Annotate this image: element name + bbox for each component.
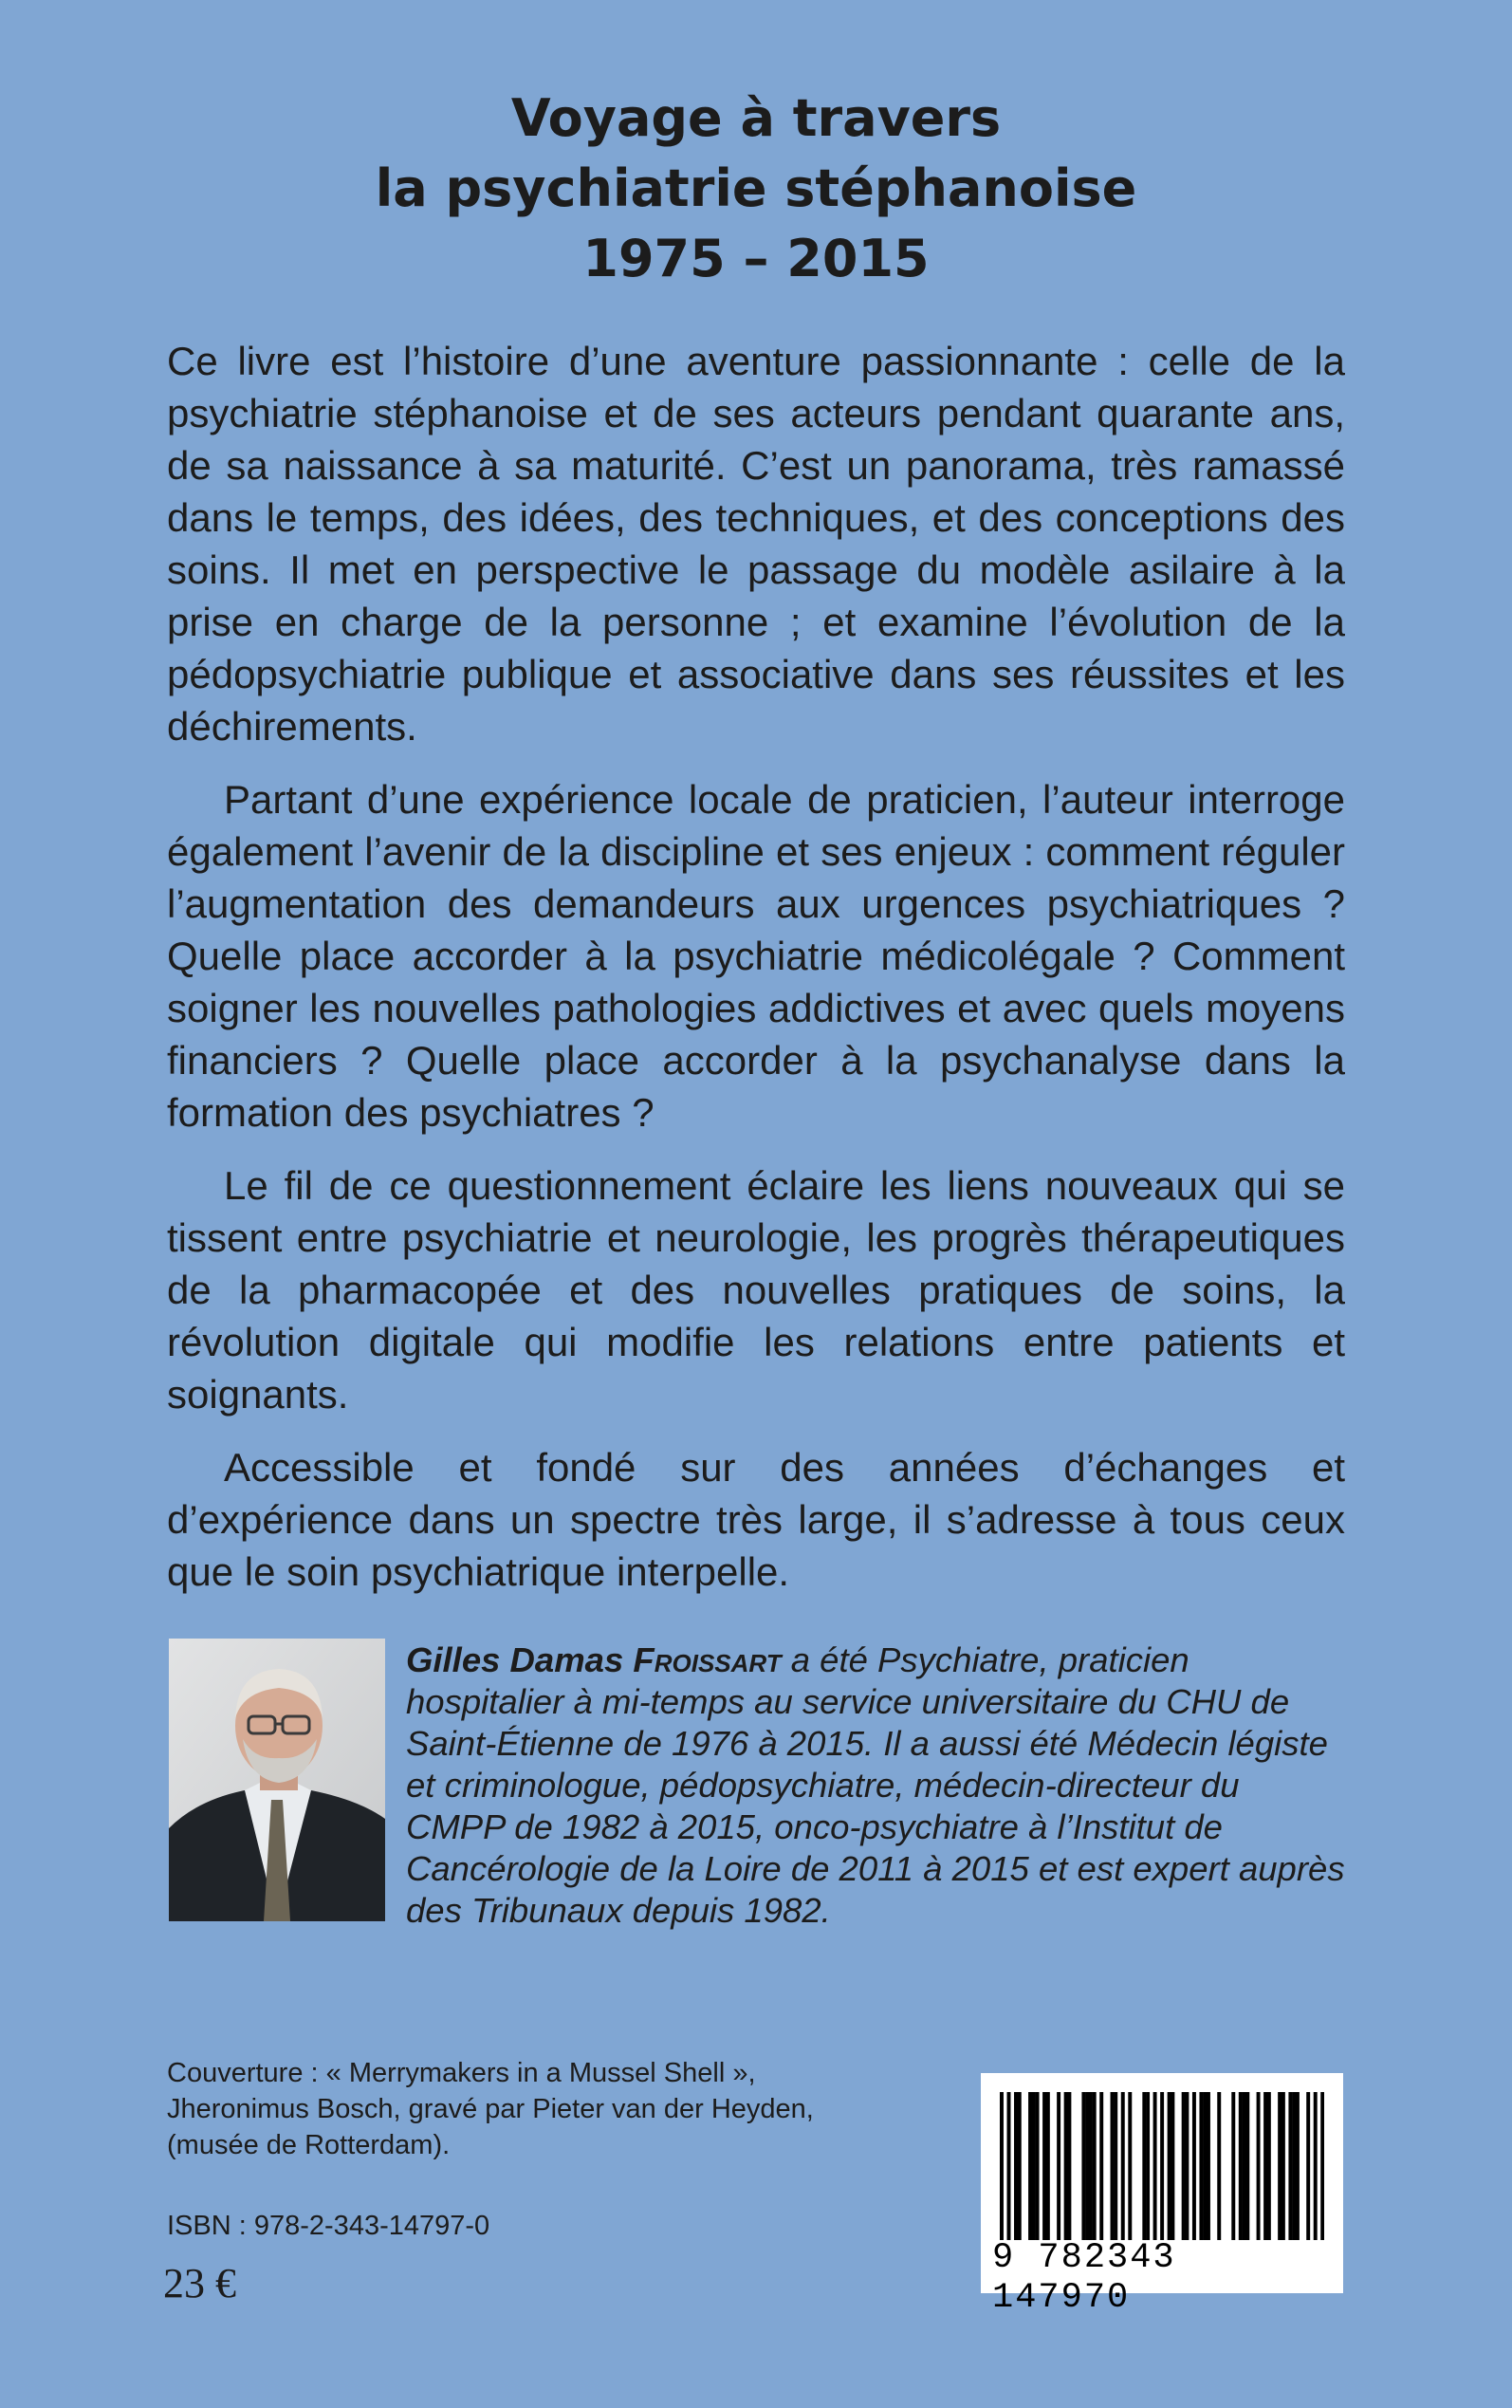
barcode-bar xyxy=(1282,2092,1285,2240)
barcode-bar xyxy=(1121,2092,1125,2240)
author-photo xyxy=(169,1639,385,1921)
barcode-bar xyxy=(1018,2092,1022,2240)
description-paragraph-3: Le fil de ce questionnement éclaire les liens nouveaux qui se tissent entre psychiatrie et neurologie, les progrès thérapeutiques de la pharmacopée et des nouvelles pratiques de soins, la révolution digitale qui modifie les relations entre patients et soignants. xyxy=(167,1163,1345,1417)
barcode-bar xyxy=(1128,2092,1132,2240)
barcode-bar xyxy=(1185,2092,1189,2240)
barcode-bar xyxy=(1288,2092,1292,2240)
barcode-bar xyxy=(1245,2092,1249,2240)
description-paragraph-4: Accessible et fondé sur des années d’échanges et d’expérience dans un spectre très large, il s’adresse à tous ceux que le soin psychiatrique interpelle. xyxy=(167,1445,1345,1594)
barcode-bar xyxy=(1199,2092,1203,2240)
barcode-bar xyxy=(1203,2092,1207,2240)
barcode-bar xyxy=(1239,2092,1243,2240)
barcode-bar xyxy=(1314,2092,1318,2240)
barcode-bar xyxy=(1306,2092,1310,2240)
barcode-bar xyxy=(1153,2092,1157,2240)
barcode-bar xyxy=(1243,2092,1246,2240)
author-last-name: Froissart xyxy=(633,1640,782,1679)
barcode-bar xyxy=(1099,2092,1103,2240)
title-line-2: la psychiatrie stéphanoise xyxy=(375,158,1137,218)
barcode-bar xyxy=(1007,2092,1011,2240)
description-paragraph-2: Partant d’une expérience locale de praticien, l’auteur interroge également l’avenir de la discipline et ses enjeux : comment réguler l’augmentation des demandeurs aux urgences psychiatriques ? Quelle place accorder à la psychiatrie médicolégale ? Comment soigner les nouvelles pathologies addictives et avec quels moyens financiers ? Quelle place accorder à la psychanalyse dans la formation des psychiatres ? xyxy=(167,777,1345,1135)
credit-line-2: Jheronimus Bosch, gravé par Pieter van der Heyden, xyxy=(167,2094,814,2124)
barcode-bar xyxy=(1171,2092,1174,2240)
barcode-bar xyxy=(1231,2092,1235,2240)
isbn: ISBN : 978-2-343-14797-0 xyxy=(167,2211,490,2241)
barcode-bar xyxy=(1257,2092,1261,2240)
author-first-names: Gilles Damas xyxy=(406,1640,624,1679)
barcode-bar xyxy=(1046,2092,1050,2240)
barcode-bar xyxy=(1032,2092,1036,2240)
barcode-bars xyxy=(1000,2092,1324,2240)
barcode-bar xyxy=(1263,2092,1267,2240)
description-paragraph-1: Ce livre est l’histoire d’une aventure passionnante : celle de la psychiatrie stéphanoise et de ses acteurs pendant quarante ans, de sa naissance à sa maturité. C’est un panorama, très ramassé dans le temps, des idées, des techniques, et des conceptions des soins. Il met en perspective le passage du modèle asilaire à la prise en charge de la personne ; et examine l’évolution de la pédopsychiatrie publique et associative dans ses réussites et les déchirements. xyxy=(167,339,1345,749)
title-dates: 1975 – 2015 xyxy=(582,229,930,288)
barcode-bar xyxy=(1111,2092,1115,2240)
barcode-bar xyxy=(1292,2092,1296,2240)
barcode-bar xyxy=(1267,2092,1271,2240)
barcode-bar xyxy=(1089,2092,1093,2240)
title-line-1: Voyage à travers xyxy=(510,88,1002,148)
barcode-bar xyxy=(1278,2092,1282,2240)
barcode-bar xyxy=(1168,2092,1171,2240)
barcode-bar xyxy=(1085,2092,1089,2240)
cover-credit xyxy=(167,2055,888,2163)
barcode-bar xyxy=(1207,2092,1210,2240)
barcode-bar xyxy=(1182,2092,1186,2240)
barcode-bar xyxy=(1064,2092,1068,2240)
barcode-bar xyxy=(1057,2092,1060,2240)
back-cover-description xyxy=(167,335,1345,1619)
barcode-bar xyxy=(1296,2092,1300,2240)
barcode-bar xyxy=(1000,2092,1004,2240)
author-bio xyxy=(406,1639,1345,1932)
price: 23 € xyxy=(163,2260,236,2306)
barcode-bar xyxy=(1146,2092,1150,2240)
barcode xyxy=(981,2073,1343,2318)
barcode-bar xyxy=(1160,2092,1164,2240)
barcode-bar xyxy=(1081,2092,1085,2240)
barcode-bar xyxy=(1142,2092,1146,2240)
credit-line-1: Couverture : « Merrymakers in a Mussel Shell », xyxy=(167,2058,756,2088)
barcode-bar xyxy=(1067,2092,1071,2240)
barcode-bar xyxy=(1217,2092,1221,2240)
barcode-bar xyxy=(1093,2092,1097,2240)
barcode-bar xyxy=(1042,2092,1046,2240)
barcode-digits: 9 782343 147970 xyxy=(992,2238,1176,2318)
barcode-bar xyxy=(1192,2092,1196,2240)
book-title xyxy=(0,83,1512,294)
barcode-bar xyxy=(1114,2092,1117,2240)
barcode-bar xyxy=(1320,2092,1324,2240)
author-bio-text: a été Psychiatre, praticien hospitalier à mi-temps au service universitaire du CHU de Saint-Étienne de 1976 à 2015. Il a aussi été Médecin légiste et criminologue, pédopsychiatre, médecin-directeur du CMPP de 1982 à 2015, onco-psychiatre à l’Institut de Cancérologie de la Loire de 2011 à 2015 et est expert auprès des Tribunaux depuis 1982. xyxy=(406,1640,1345,1930)
barcode-bar xyxy=(1028,2092,1032,2240)
credit-line-3: (musée de Rotterdam). xyxy=(167,2130,451,2160)
barcode-bar xyxy=(1014,2092,1018,2240)
barcode-bar xyxy=(1036,2092,1040,2240)
